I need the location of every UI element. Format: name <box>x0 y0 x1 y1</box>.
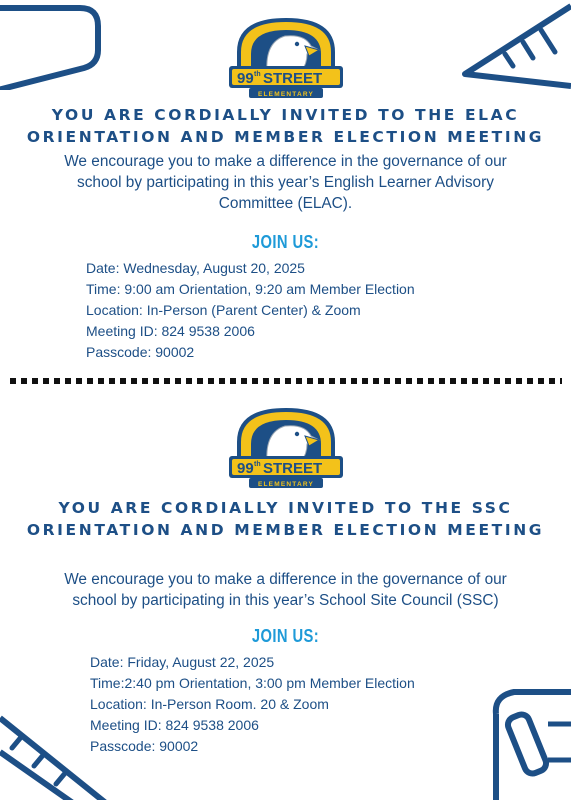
logo-subtitle: ELEMENTARY <box>257 481 315 488</box>
logo-word: STREET <box>263 70 323 87</box>
elac-date: Date: Wednesday, August 20, 2025 <box>86 260 305 276</box>
ssc-intro-line: We encourage you to make a difference in the governance of our <box>64 571 507 588</box>
elac-intro-line: school by participating in this year’s English Learner Advisory <box>77 174 494 191</box>
logo-subtitle: ELEMENTARY <box>257 91 315 98</box>
ssc-date: Date: Friday, August 22, 2025 <box>90 654 275 670</box>
ssc-title-line2: ORIENTATION AND MEMBER ELECTION MEETING <box>26 521 545 539</box>
ssc-meeting-id: Meeting ID: 824 9538 2006 <box>90 717 259 733</box>
elac-intro-line: We encourage you to make a difference in the governance of our <box>64 153 507 170</box>
logo-number: 99 <box>237 460 254 477</box>
elac-title-line2: ORIENTATION AND MEMBER ELECTION MEETING <box>26 128 545 146</box>
ssc-time: Time:2:40 pm Orientation, 3:00 pm Member Election <box>90 675 415 691</box>
logo-word: STREET <box>263 460 323 477</box>
elac-details <box>86 258 415 363</box>
elac-title <box>0 104 571 148</box>
ssc-intro <box>0 569 571 611</box>
elac-time: Time: 9:00 am Orientation, 9:20 am Member Election <box>86 281 415 297</box>
elac-intro <box>0 151 571 214</box>
ssc-intro-line: school by participating in this year’s School Site Council (SSC) <box>72 592 499 609</box>
ssc-title <box>0 497 571 541</box>
logo-number: 99 <box>237 70 254 87</box>
elac-title-line1: YOU ARE CORDIALLY INVITED TO THE ELAC <box>51 106 520 124</box>
elac-location: Location: In-Person (Parent Center) & Zoom <box>86 302 361 318</box>
elac-join-heading: JOIN US: <box>251 232 320 252</box>
section-divider <box>10 378 562 384</box>
ssc-title-line1: YOU ARE CORDIALLY INVITED TO THE SSC <box>58 499 513 517</box>
calculator-doodle-icon <box>486 684 571 800</box>
logo-suffix: th <box>254 461 261 468</box>
ssc-join-heading: JOIN US: <box>251 626 320 646</box>
school-logo <box>227 16 345 98</box>
triangle-ruler-icon <box>445 0 571 92</box>
logo-suffix: th <box>254 71 261 78</box>
ssc-details <box>90 652 415 757</box>
ssc-location: Location: In-Person Room. 20 & Zoom <box>90 696 329 712</box>
school-logo <box>227 406 345 488</box>
elac-meeting-id: Meeting ID: 824 9538 2006 <box>86 323 255 339</box>
elac-passcode: Passcode: 90002 <box>86 344 195 360</box>
ssc-passcode: Passcode: 90002 <box>90 738 199 754</box>
elac-intro-line: Committee (ELAC). <box>218 195 353 212</box>
notebook-doodle-icon <box>0 0 110 90</box>
